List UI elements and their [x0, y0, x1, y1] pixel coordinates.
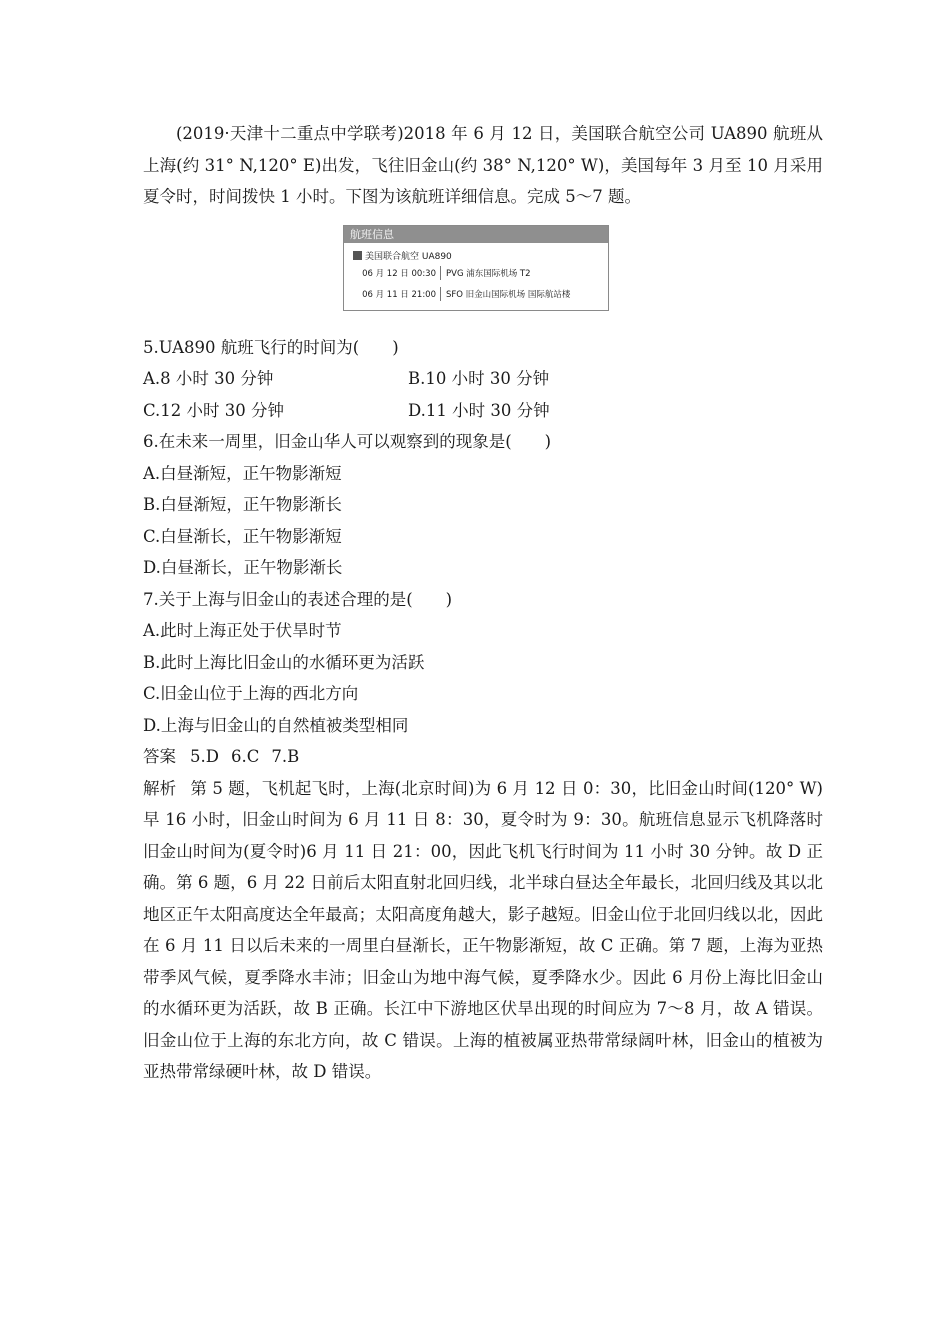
option-c: C.旧金山位于上海的西北方向: [143, 684, 359, 703]
analysis-text: 第 5 题，飞机起飞时，上海(北京时间)为 6 月 12 日 0：30，比旧金山时间(120° W)早 16 小时，旧金山时间为 6 月 11 日 8：30，夏令时为 9：30。航班信息显示飞机降落时旧金山时间为(夏令时)6 月 11 日 21：00，因此飞机飞行时间为 11 小时 30 分钟。故 D 正确。第 6 题，6 月 22 日前后太阳直射北回归线，北半球白昼达全年最长，北回归线及其以北地区正午太阳高度达全年最高；太阳高度角越大，影子越短。旧金山位于北回归线以北，因此在 6 月 11 日以后未来的一周里白昼渐长，正午物影渐短，故 C 正确。第 7 题，上海为亚热带季风气候，夏季降水丰沛；旧金山为地中海气候，夏季降水少。因此 6 月份上海比旧金山的水循环更为活跃，故 B 正确。长江中下游地区伏旱出现的时间应为 7～8 月，故 A 错误。旧金山位于上海的东北方向，故 C 错误。上海的植被属亚热带常绿阔叶林，旧金山的植被为亚热带常绿硬叶林，故 D 错误。: [143, 778, 823, 1081]
option-b: B.10 小时 30 分钟: [408, 369, 550, 388]
answer-item: 5.D: [190, 747, 219, 766]
airline-row: [353, 249, 608, 262]
question-5-stem: 5.UA890 航班飞行的时间为( ): [143, 337, 399, 357]
arrival-place: SFO 旧金山国际机场 国际航站楼: [446, 289, 571, 300]
flight-card-header: 航班信息: [344, 226, 608, 243]
flight-info-card: [343, 225, 609, 311]
option-b: B.白昼渐短，正午物影渐长: [143, 495, 342, 514]
document-page: [143, 118, 823, 1088]
departure-row: [344, 266, 608, 280]
question-7-stem: 7.关于上海与旧金山的表述合理的是( ): [143, 589, 453, 609]
timeline-bar: [440, 287, 441, 301]
airline-logo-icon: [353, 251, 362, 260]
option-b: B.此时上海比旧金山的水循环更为活跃: [143, 652, 425, 672]
departure-place: PVG 浦东国际机场 T2: [446, 268, 531, 279]
option-d: D.上海与旧金山的自然植被类型相同: [143, 715, 409, 735]
answer-label: 答案: [143, 747, 176, 766]
option-c: C.白昼渐长，正午物影渐短: [143, 526, 342, 546]
option-d: D.白昼渐长，正午物影渐长: [143, 558, 343, 577]
answer-item: 7.B: [271, 747, 300, 766]
answer-line: [143, 741, 823, 773]
option-d: D.11 小时 30 分钟: [408, 400, 550, 420]
option-a: A.8 小时 30 分钟: [143, 369, 274, 388]
question-5-options-row-1: [143, 363, 823, 395]
airline-name: 美国联合航空 UA890: [365, 251, 452, 262]
figure-area: [143, 219, 823, 332]
option-c: C.12 小时 30 分钟: [143, 400, 285, 420]
question-6-stem: 6.在未来一周里，旧金山华人可以观察到的现象是( ): [143, 432, 552, 451]
arrival-row: [344, 287, 608, 301]
option-a: A.白昼渐短，正午物影渐短: [143, 463, 342, 483]
analysis-paragraph: [143, 773, 823, 1088]
timeline-bar: [440, 266, 441, 280]
answer-item: 6.C: [230, 747, 260, 766]
option-a: A.此时上海正处于伏旱时节: [143, 621, 342, 640]
question-5-options-row-2: [143, 395, 823, 427]
departure-time: 06 月 12 日 00:30: [362, 268, 436, 279]
intro-paragraph: (2019·天津十二重点中学联考)2018 年 6 月 12 日，美国联合航空公司 UA890 航班从上海(约 31° N,120° E)出发，飞往旧金山(约 38° N,120° W)，美国每年 3 月至 10 月采用夏令时，时间拨快 1 小时。下图为该航班详细信息。完成 5～7 题。: [143, 124, 823, 206]
analysis-label: 解析: [143, 778, 177, 798]
arrival-time: 06 月 11 日 21:00: [362, 289, 436, 300]
